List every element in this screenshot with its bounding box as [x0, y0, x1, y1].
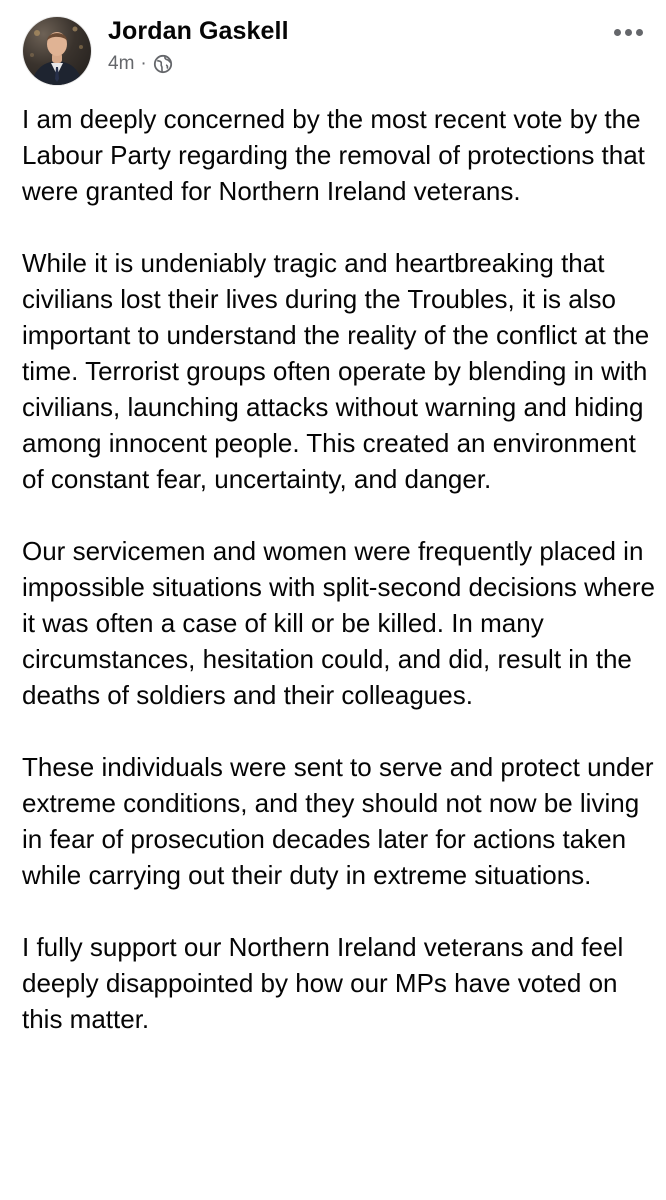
author-name[interactable]: Jordan Gaskell [108, 17, 289, 45]
post-body [22, 101, 662, 1037]
meta-separator: · [140, 53, 147, 74]
post-paragraph: While it is undeniably tragic and heartbreaking that civilians lost their lives during the Troubles, it is also important to understand the reality of the conflict at the time. Terrorist groups often operate by blending in with civilians, launching attacks without warning and hiding among innocent people. This created an environment of constant fear, uncertainty, and danger. [22, 248, 650, 494]
profile-photo [23, 17, 91, 85]
globe-icon[interactable] [153, 54, 173, 74]
post-header [20, 14, 650, 90]
post-paragraph: I am deeply concerned by the most recent vote by the Labour Party regarding the removal of protections that were granted for Northern Ireland veterans. [22, 104, 645, 206]
post-paragraph: I fully support our Northern Ireland veterans and feel deeply disappointed by how our MPs have voted on this matter. [22, 932, 624, 1034]
post-paragraph: Our servicemen and women were frequently placed in impossible situations with split-second decisions where it was often a case of kill or be killed. In many circumstances, hesitation could, and did, result in the deaths of soldiers and their colleagues. [22, 536, 655, 710]
author-block [108, 14, 289, 76]
more-dot [625, 29, 632, 36]
post-meta [108, 52, 289, 76]
post-timestamp[interactable]: 4m [108, 53, 135, 74]
more-dot [614, 29, 621, 36]
avatar[interactable] [23, 17, 91, 85]
more-options-icon[interactable] [606, 20, 650, 44]
more-dot [636, 29, 643, 36]
post-paragraph: These individuals were sent to serve and protect under extreme conditions, and they should not now be living in fear of prosecution decades later for actions taken while carrying out their duty in extreme situations. [22, 752, 654, 890]
